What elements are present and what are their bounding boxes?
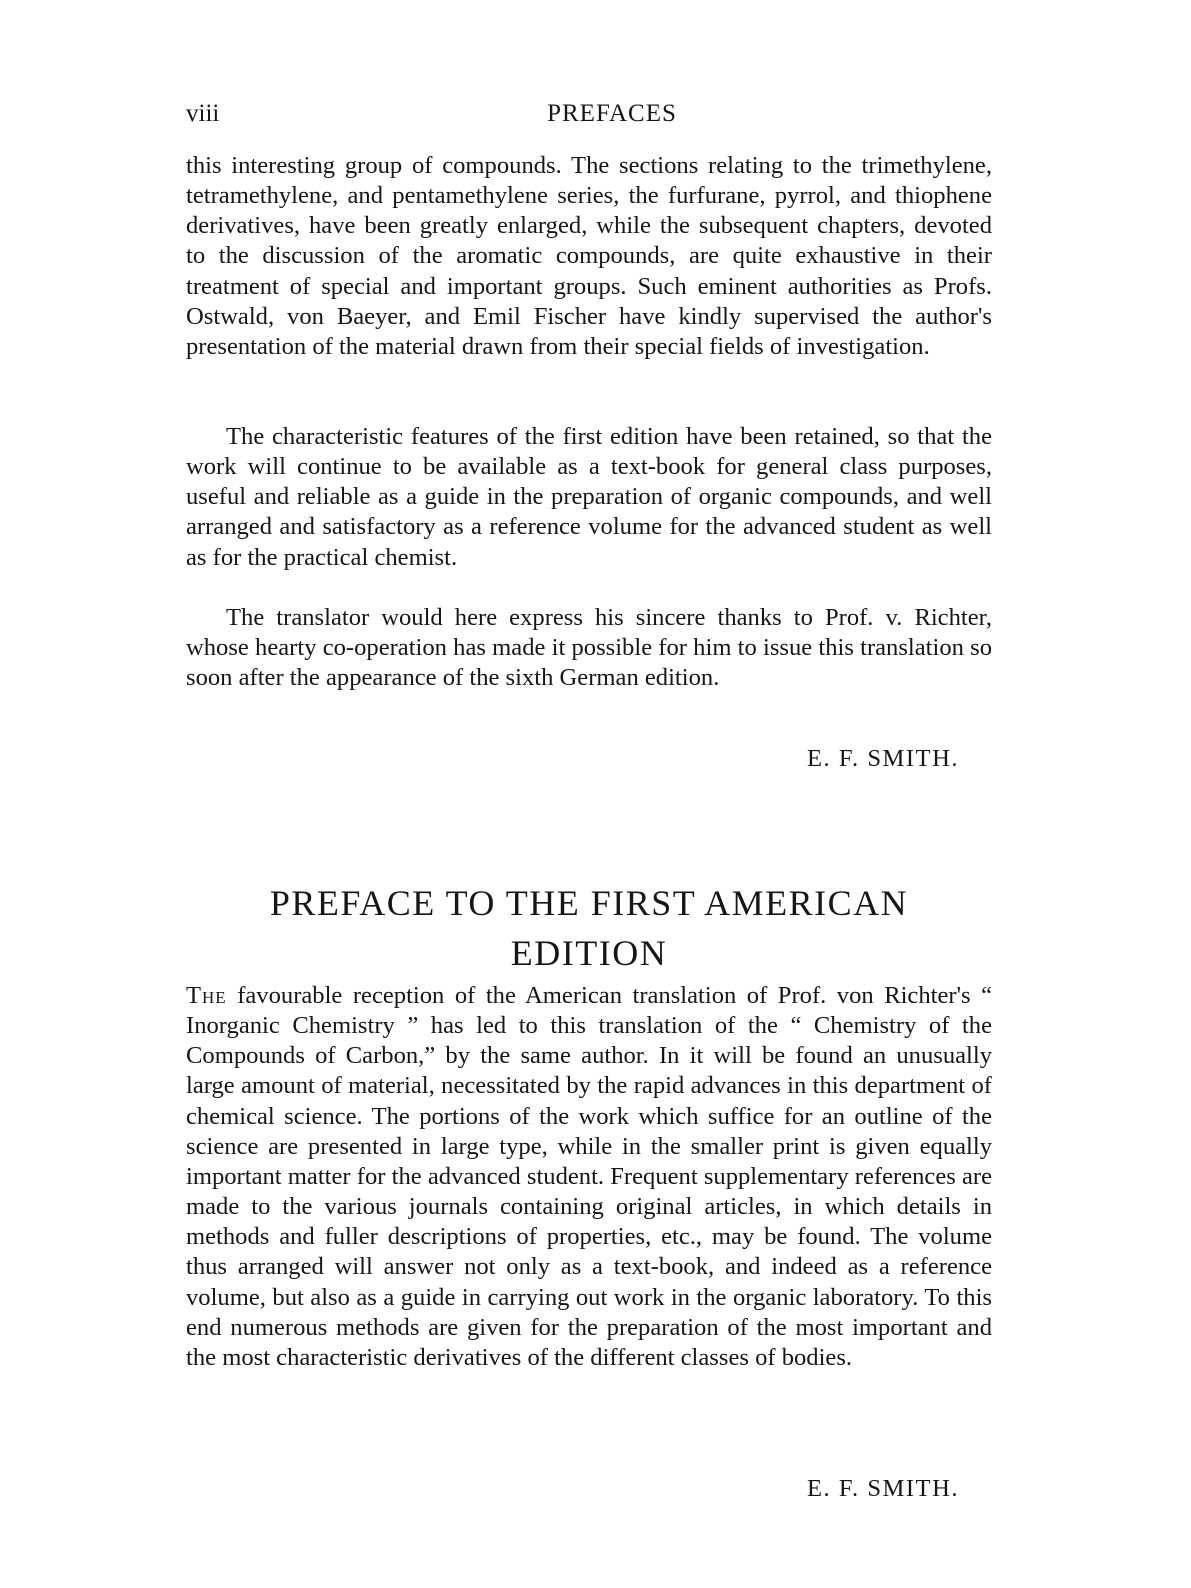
running-head [186,100,992,134]
running-title: PREFACES [547,100,677,127]
heading-line-1: PREFACE TO THE FIRST AMERICAN [269,883,909,923]
preface-paragraph-2: The characteristic features of the first edition have been retained, so that the work will continue to be available as a text-book for general class purposes, useful and reliable as a guide in the preparation of organic compounds, and well arranged and satisfactory as a reference volume for the advanced student as well as for the practical chemist. [186,423,992,571]
preface-paragraph-3: The translator would here express his sincere thanks to Prof. v. Richter, whose hearty co-operation has made it possible for him to issue this translation so soon after the appearance of the sixth German edition. [186,604,992,692]
page-number: viii [186,100,220,127]
preface-signature: E. F. SMITH. [807,745,959,772]
lead-word: The [186,982,227,1009]
first-american-preface-text: favourable reception of the American translation of Prof. von Richter's “ Inorganic Chemistry ” has led to this translation of the “ Chemistry of the Compounds of Carbon,” by the same author. In it will be found an unusually large amount of material, necessitated by the rapid advances in this department of chemical science. The portions of the work which suffice for an outline of the science are presented in large type, while in the smaller print is given equally important matter for the advanced student. Frequent supplementary references are made to the various journals containing original articles, in which details in methods and fuller descriptions of properties, etc., may be found. The volume thus arranged will answer not only as a text-book, and indeed as a reference volume, but also as a guide in carrying out work in the organic laboratory. To this end numerous methods are given for the preparation of the most important and the most characteristic derivatives of the different classes of bodies. [186,982,993,1371]
first-american-preface-paragraph [186,981,992,1373]
heading-line-2: EDITION [510,933,668,973]
section-heading [186,878,992,978]
first-american-preface-signature: E. F. SMITH. [807,1475,959,1502]
preface-paragraph-1: this interesting group of compounds. The sections relating to the trimethylene, tetramethylene, and pentamethylene series, the furfurane, pyrrol, and thiophene derivatives, have been greatly enlarged, while the subsequent chapters, devoted to the discussion of the aromatic compounds, are quite exhaustive in their treatment of special and important groups. Such eminent authorities as Profs. Ostwald, von Baeyer, and Emil Fischer have kindly supervised the author's presentation of the material drawn from their special fields of investigation. [186,152,992,360]
